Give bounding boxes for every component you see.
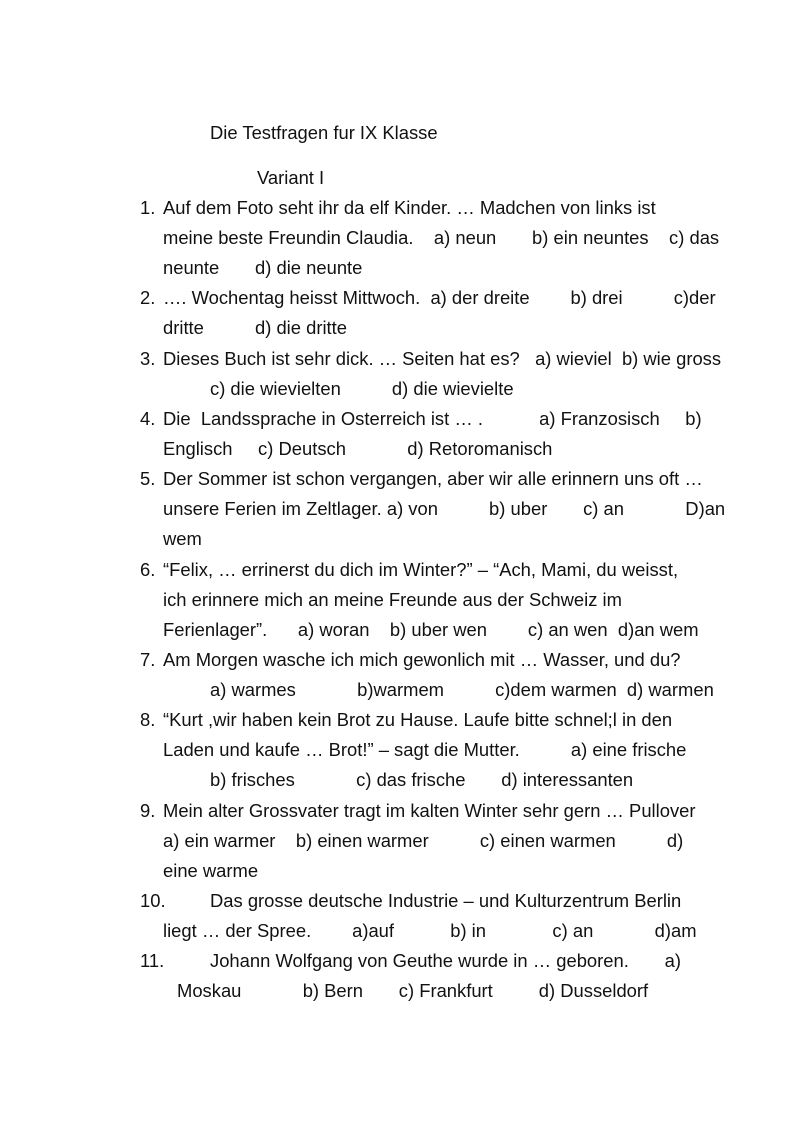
question-6 [0,555,679,585]
question-text: Johann Wolfgang von Geuthe wurde in … geboren. a) [210,950,681,971]
question-7-line-2: a) warmes b)warmem c)dem warmen d) warmen [210,679,714,700]
question-text: Der Sommer ist schon vergangen, aber wir alle erinnern uns oft … [163,468,703,489]
question-7 [0,645,681,675]
question-number: 9. [140,800,156,821]
question-5-line-2: unsere Ferien im Zeltlager. a) von b) uber c) an D)an [163,498,726,519]
question-4-line-2: Englisch c) Deutsch d) Retoromanisch [163,438,553,459]
question-3 [0,344,722,374]
question-text: Auf dem Foto seht ihr da elf Kinder. … Madchen von links ist [163,197,656,218]
question-number: 7. [140,649,156,670]
question-text: …. Wochentag heisst Mittwoch. a) der dreite b) drei c)der [163,287,716,308]
question-text: “Kurt ,wir haben kein Brot zu Hause. Laufe bitte schnel;l in den [163,709,673,730]
question-8-line-2: Laden und kaufe … Brot!” – sagt die Mutter. a) eine frische [163,739,687,760]
question-5-line-3: wem [163,528,202,549]
document-title: Die Testfragen fur IX Klasse [210,122,438,143]
question-4 [0,404,702,434]
question-text: Dieses Buch ist sehr dick. … Seiten hat es? a) wieviel b) wie gross [163,348,722,369]
question-3-line-2: c) die wievielten d) die wievielte [210,378,514,399]
question-6-line-2: ich erinnere mich an meine Freunde aus der Schweiz im [163,589,622,610]
question-10 [0,886,682,916]
question-9-line-3: eine warme [163,860,259,881]
question-number: 3. [140,348,156,369]
variant-label: Variant I [257,167,325,188]
question-number: 1. [140,197,156,218]
question-text: Am Morgen wasche ich mich gewonlich mit … Wasser, und du? [163,649,681,670]
question-text: “Felix, … errinerst du dich im Winter?” – “Ach, Mami, du weisst, [163,559,679,580]
question-1-line-2: meine beste Freundin Claudia. a) neun b) ein neuntes c) das [163,227,720,248]
question-10-line-2: liegt … der Spree. a)auf b) in c) an d)am [163,920,697,941]
question-8 [0,705,673,735]
question-text: Mein alter Grossvater tragt im kalten Winter sehr gern … Pullover [163,800,696,821]
question-number: 2. [140,287,156,308]
question-number: 4. [140,408,156,429]
question-6-line-3: Ferienlager”. a) woran b) uber wen c) an wen d)an wem [163,619,699,640]
question-number: 8. [140,709,156,730]
question-11-line-2: Moskau b) Bern c) Frankfurt d) Dusseldorf [177,980,649,1001]
question-number: 10. [140,890,166,911]
question-11 [0,946,681,976]
question-5 [0,464,703,494]
question-number: 6. [140,559,156,580]
question-9-line-2: a) ein warmer b) einen warmer c) einen warmen d) [163,830,684,851]
question-number: 11. [140,950,165,971]
question-2 [0,283,716,313]
question-number: 5. [140,468,156,489]
question-8-line-3: b) frisches c) das frische d) interessanten [210,769,634,790]
question-1 [0,193,656,223]
question-text: Die Landssprache in Osterreich ist … . a) Franzosisch b) [163,408,702,429]
question-1-line-3: neunte d) die neunte [163,257,363,278]
question-2-line-2: dritte d) die dritte [163,317,347,338]
question-text: Das grosse deutsche Industrie – und Kulturzentrum Berlin [210,890,682,911]
question-9 [0,796,696,826]
